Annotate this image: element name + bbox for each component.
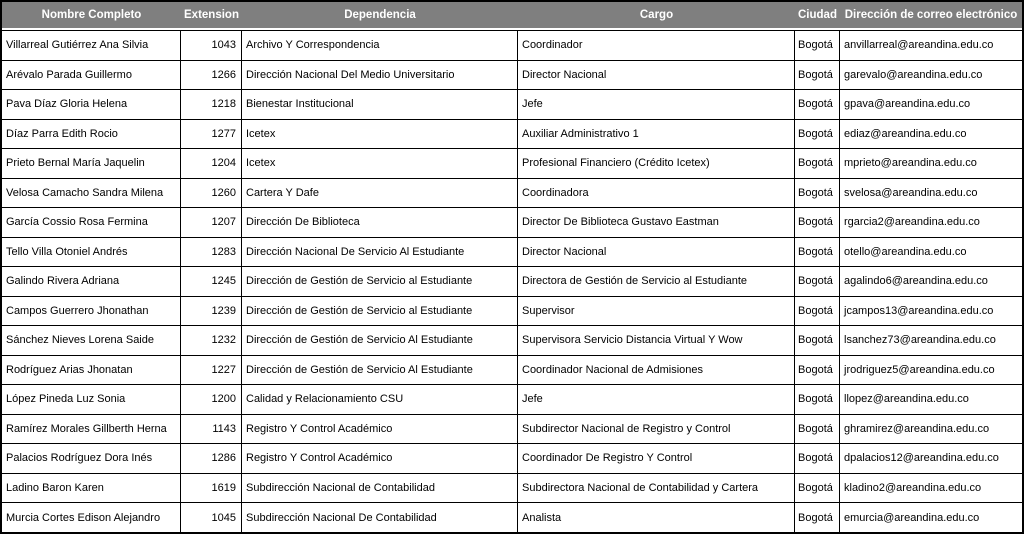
cell-extension: 1043 xyxy=(181,30,242,60)
cell-correo: anvillarreal@areandina.edu.co xyxy=(840,30,1022,60)
table-row xyxy=(2,355,1022,385)
cell-ciudad: Bogotá xyxy=(795,443,840,473)
cell-dependencia: Dirección de Gestión de Servicio Al Estudiante xyxy=(242,325,518,355)
cell-nombre: Díaz Parra Edith Rocio xyxy=(2,119,181,149)
cell-nombre: García Cossio Rosa Fermina xyxy=(2,207,181,237)
cell-ciudad: Bogotá xyxy=(795,89,840,119)
table-row xyxy=(2,473,1022,503)
cell-cargo: Supervisor xyxy=(518,296,795,326)
cell-correo: agalindo6@areandina.edu.co xyxy=(840,266,1022,296)
cell-dependencia: Subdirección Nacional De Contabilidad xyxy=(242,502,518,532)
cell-correo: ediaz@areandina.edu.co xyxy=(840,119,1022,149)
cell-ciudad: Bogotá xyxy=(795,207,840,237)
column-header-nombre-completo: Nombre Completo xyxy=(2,2,181,30)
cell-ciudad: Bogotá xyxy=(795,296,840,326)
cell-cargo: Coordinador De Registro Y Control xyxy=(518,443,795,473)
cell-dependencia: Dirección de Gestión de Servicio al Estudiante xyxy=(242,296,518,326)
table-body xyxy=(2,30,1022,532)
cell-cargo: Subdirectora Nacional de Contabilidad y Cartera xyxy=(518,473,795,503)
cell-cargo: Supervisora Servicio Distancia Virtual Y Wow xyxy=(518,325,795,355)
table-row xyxy=(2,384,1022,414)
table-row xyxy=(2,60,1022,90)
cell-correo: dpalacios12@areandina.edu.co xyxy=(840,443,1022,473)
cell-correo: gpava@areandina.edu.co xyxy=(840,89,1022,119)
cell-correo: jrodriguez5@areandina.edu.co xyxy=(840,355,1022,385)
cell-nombre: Palacios Rodríguez Dora Inés xyxy=(2,443,181,473)
cell-cargo: Coordinador xyxy=(518,30,795,60)
cell-correo: jcampos13@areandina.edu.co xyxy=(840,296,1022,326)
table-row xyxy=(2,443,1022,473)
cell-dependencia: Dirección Nacional De Servicio Al Estudiante xyxy=(242,237,518,267)
header-row xyxy=(2,2,1022,30)
column-header-correo: Dirección de correo electrónico xyxy=(840,2,1022,30)
cell-dependencia: Icetex xyxy=(242,119,518,149)
cell-dependencia: Bienestar Institucional xyxy=(242,89,518,119)
cell-extension: 1266 xyxy=(181,60,242,90)
cell-correo: lsanchez73@areandina.edu.co xyxy=(840,325,1022,355)
cell-cargo: Jefe xyxy=(518,89,795,119)
cell-ciudad: Bogotá xyxy=(795,266,840,296)
cell-correo: rgarcia2@areandina.edu.co xyxy=(840,207,1022,237)
table-row xyxy=(2,30,1022,60)
cell-dependencia: Dirección de Gestión de Servicio Al Estudiante xyxy=(242,355,518,385)
cell-cargo: Auxiliar Administrativo 1 xyxy=(518,119,795,149)
cell-ciudad: Bogotá xyxy=(795,30,840,60)
cell-correo: mprieto@areandina.edu.co xyxy=(840,148,1022,178)
employee-directory-table xyxy=(2,2,1022,532)
table-row xyxy=(2,296,1022,326)
cell-correo: garevalo@areandina.edu.co xyxy=(840,60,1022,90)
cell-correo: kladino2@areandina.edu.co xyxy=(840,473,1022,503)
cell-cargo: Profesional Financiero (Crédito Icetex) xyxy=(518,148,795,178)
cell-cargo: Coordinadora xyxy=(518,178,795,208)
cell-extension: 1277 xyxy=(181,119,242,149)
cell-dependencia: Registro Y Control Académico xyxy=(242,414,518,444)
cell-nombre: Velosa Camacho Sandra Milena xyxy=(2,178,181,208)
cell-extension: 1200 xyxy=(181,384,242,414)
cell-ciudad: Bogotá xyxy=(795,119,840,149)
table-row xyxy=(2,89,1022,119)
cell-nombre: Prieto Bernal María Jaquelin xyxy=(2,148,181,178)
table-row xyxy=(2,119,1022,149)
cell-ciudad: Bogotá xyxy=(795,237,840,267)
table-row xyxy=(2,237,1022,267)
cell-dependencia: Registro Y Control Académico xyxy=(242,443,518,473)
cell-dependencia: Dirección De Biblioteca xyxy=(242,207,518,237)
table-row xyxy=(2,178,1022,208)
cell-nombre: Villarreal Gutiérrez Ana Silvia xyxy=(2,30,181,60)
cell-nombre: Pava Díaz Gloria Helena xyxy=(2,89,181,119)
table-row xyxy=(2,414,1022,444)
cell-extension: 1283 xyxy=(181,237,242,267)
cell-dependencia: Cartera Y Dafe xyxy=(242,178,518,208)
cell-ciudad: Bogotá xyxy=(795,148,840,178)
cell-extension: 1232 xyxy=(181,325,242,355)
cell-dependencia: Subdirección Nacional de Contabilidad xyxy=(242,473,518,503)
cell-dependencia: Icetex xyxy=(242,148,518,178)
cell-correo: llopez@areandina.edu.co xyxy=(840,384,1022,414)
column-header-dependencia: Dependencia xyxy=(242,2,518,30)
cell-extension: 1619 xyxy=(181,473,242,503)
cell-nombre: Murcia Cortes Edison Alejandro xyxy=(2,502,181,532)
table-row xyxy=(2,148,1022,178)
cell-nombre: Sánchez Nieves Lorena Saide xyxy=(2,325,181,355)
cell-nombre: López Pineda Luz Sonia xyxy=(2,384,181,414)
cell-extension: 1045 xyxy=(181,502,242,532)
cell-ciudad: Bogotá xyxy=(795,384,840,414)
cell-extension: 1239 xyxy=(181,296,242,326)
cell-extension: 1260 xyxy=(181,178,242,208)
cell-nombre: Ramírez Morales Gillberth Herna xyxy=(2,414,181,444)
table-row xyxy=(2,266,1022,296)
cell-ciudad: Bogotá xyxy=(795,502,840,532)
cell-extension: 1286 xyxy=(181,443,242,473)
cell-ciudad: Bogotá xyxy=(795,355,840,385)
cell-nombre: Arévalo Parada Guillermo xyxy=(2,60,181,90)
cell-extension: 1207 xyxy=(181,207,242,237)
cell-ciudad: Bogotá xyxy=(795,60,840,90)
cell-correo: svelosa@areandina.edu.co xyxy=(840,178,1022,208)
column-header-extension: Extension xyxy=(181,2,242,30)
cell-dependencia: Dirección de Gestión de Servicio al Estudiante xyxy=(242,266,518,296)
cell-cargo: Analista xyxy=(518,502,795,532)
cell-nombre: Tello Villa Otoniel Andrés xyxy=(2,237,181,267)
cell-correo: ghramirez@areandina.edu.co xyxy=(840,414,1022,444)
cell-nombre: Ladino Baron Karen xyxy=(2,473,181,503)
cell-extension: 1204 xyxy=(181,148,242,178)
cell-cargo: Coordinador Nacional de Admisiones xyxy=(518,355,795,385)
table-header xyxy=(2,2,1022,30)
table-row xyxy=(2,207,1022,237)
table-row xyxy=(2,325,1022,355)
cell-extension: 1227 xyxy=(181,355,242,385)
cell-ciudad: Bogotá xyxy=(795,178,840,208)
cell-cargo: Subdirector Nacional de Registro y Control xyxy=(518,414,795,444)
column-header-ciudad: Ciudad xyxy=(795,2,840,30)
cell-extension: 1218 xyxy=(181,89,242,119)
cell-dependencia: Dirección Nacional Del Medio Universitario xyxy=(242,60,518,90)
cell-cargo: Directora de Gestión de Servicio al Estudiante xyxy=(518,266,795,296)
cell-extension: 1245 xyxy=(181,266,242,296)
cell-cargo: Jefe xyxy=(518,384,795,414)
column-header-cargo: Cargo xyxy=(518,2,795,30)
cell-correo: otello@areandina.edu.co xyxy=(840,237,1022,267)
cell-nombre: Galindo Rivera Adriana xyxy=(2,266,181,296)
cell-correo: emurcia@areandina.edu.co xyxy=(840,502,1022,532)
cell-cargo: Director Nacional xyxy=(518,60,795,90)
cell-dependencia: Archivo Y Correspondencia xyxy=(242,30,518,60)
cell-ciudad: Bogotá xyxy=(795,325,840,355)
cell-dependencia: Calidad y Relacionamiento CSU xyxy=(242,384,518,414)
cell-cargo: Director Nacional xyxy=(518,237,795,267)
cell-nombre: Rodríguez Arias Jhonatan xyxy=(2,355,181,385)
cell-nombre: Campos Guerrero Jhonathan xyxy=(2,296,181,326)
cell-ciudad: Bogotá xyxy=(795,473,840,503)
cell-ciudad: Bogotá xyxy=(795,414,840,444)
cell-extension: 1143 xyxy=(181,414,242,444)
table-row xyxy=(2,502,1022,532)
cell-cargo: Director De Biblioteca Gustavo Eastman xyxy=(518,207,795,237)
